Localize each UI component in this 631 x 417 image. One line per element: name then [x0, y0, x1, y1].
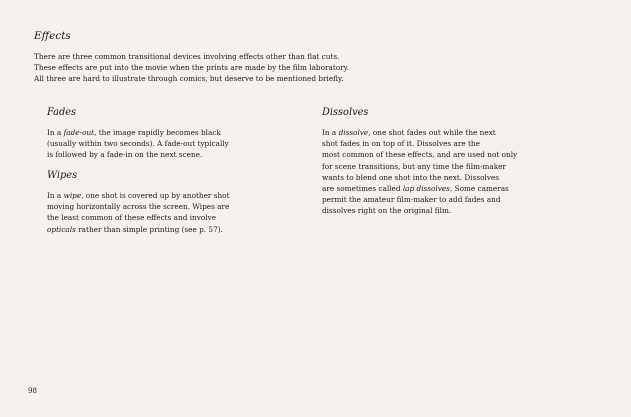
fades-paragraph — [47, 127, 277, 161]
text-line: dissolves right on the original film. — [322, 206, 452, 216]
intro-line: There are three common transitional devices involving effects other than flat cuts. — [34, 52, 340, 61]
term-dissolve: dissolve — [338, 128, 369, 137]
text-line: moving horizontally across the screen. Wipes are — [47, 202, 230, 212]
page-number: 98 — [28, 387, 37, 395]
text-line: are sometimes called lap dissolves. Some cameras — [322, 184, 509, 194]
section-heading: Effects — [34, 30, 71, 42]
intro-line: All three are hard to illustrate through comics, but deserve to be mentioned briefly. — [34, 74, 344, 84]
intro-line: These effects are put into the movie when the prints are made by the film laboratory. — [34, 63, 350, 73]
text-line: the least common of these effects and involve — [47, 213, 217, 223]
term-lap-dissolves: lap dissolves — [402, 184, 450, 194]
dissolves-paragraph — [322, 127, 552, 217]
wipes-heading: Wipes — [47, 170, 78, 181]
text-line: is followed by a fade-in on the next scene. — [47, 150, 203, 160]
text-line: shot fades in on top of it. Dissolves are the — [322, 139, 480, 149]
text-line: permit the amateur film-maker to add fades and — [322, 195, 501, 205]
text-line: In a fade-out, the image rapidly becomes black — [47, 128, 221, 137]
term-wipe: wipe — [63, 191, 82, 200]
term-fade-out: fade-out — [63, 128, 95, 137]
text-line: most common of these effects, and are used not only — [322, 150, 518, 160]
fades-heading: Fades — [47, 107, 77, 118]
text-line: opticals rather than simple printing (see p. 57). — [47, 224, 223, 234]
text-line: for scene transitions, but any time the film-maker — [322, 161, 506, 171]
intro-paragraph — [34, 51, 494, 85]
text-line: (usually within two seconds). A fade-out typically — [47, 139, 229, 149]
dissolves-heading: Dissolves — [322, 107, 369, 118]
wipes-paragraph — [47, 190, 277, 235]
text-line: wants to blend one shot into the next. Dissolves — [322, 172, 500, 182]
text-line: In a dissolve, one shot fades out while the next — [322, 128, 496, 137]
term-opticals: opticals — [47, 224, 76, 234]
text-line: In a wipe, one shot is covered up by another shot — [47, 191, 230, 200]
